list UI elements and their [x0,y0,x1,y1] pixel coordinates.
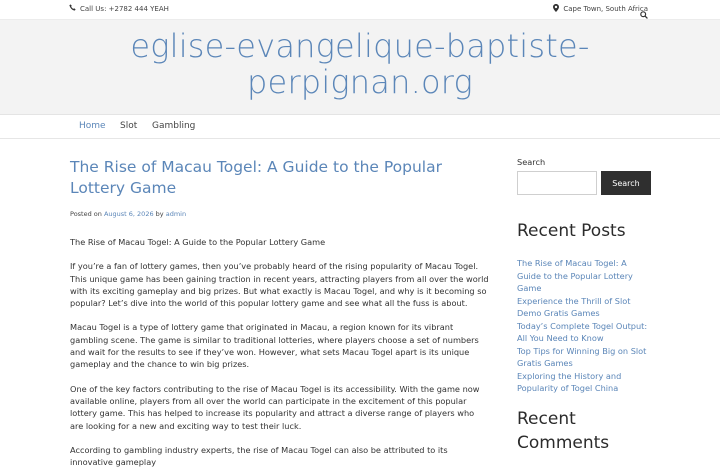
nav-item-gambling[interactable]: Gambling [152,121,196,131]
main-content [70,157,490,468]
phone-text: Call Us: +2782 444 YEAH [80,4,169,13]
nav-item-home[interactable]: Home [79,121,106,131]
search-icon[interactable] [640,4,650,14]
recent-posts-list [517,257,652,395]
post-paragraph: Macau Togel is a type of lottery game that originated in Macau, a region known for its vibrant gambling scene. The game is similar to traditional lotteries, where players choose a set of numbers and wait for the results to see if they’ve won. However, what sets Macau Togel apart is its unique gameplay and the chance to win big prizes. [70,322,479,370]
site-title[interactable] [0,28,720,100]
post-meta [70,210,490,218]
search-input[interactable] [517,171,597,195]
post-paragraph: The Rise of Macau Togel: A Guide to the Popular Lottery Game [70,237,326,247]
post-author-link[interactable]: admin [165,210,187,218]
recent-comments-title: Recent Comments [517,409,610,453]
site-title-line1[interactable]: eglise-evangelique-baptiste- [130,27,590,65]
meta-by: by [155,210,164,218]
recent-post-link[interactable]: Top Tips for Winning Big on Slot Gratis Games [517,345,647,368]
post-title[interactable]: The Rise of Macau Togel: A Guide to the Popular Lottery Game [70,158,442,197]
post-paragraph: If you’re a fan of lottery games, then you’ve probably heard of the rising popularity of Macau Togel. This unique game has been gaining traction in recent years, attracting players from all over the world with its exciting gameplay and big prizes. But what exactly is Macau Togel, and why is it becoming so popular? Let’s dive into the world of this popular lottery game and see what all the fuss is about. [70,261,489,309]
location-text: Cape Town, South Africa [563,5,648,13]
recent-post-link[interactable]: Experience the Thrill of Slot Demo Gratis Games [517,295,631,318]
recent-post-link[interactable]: Today’s Complete Togel Output: All You Need to Know [517,320,648,343]
post-date-link[interactable]: August 6, 2026 [103,210,154,218]
site-title-line2[interactable]: perpignan.org [247,63,473,101]
contact-phone [69,4,169,13]
post-paragraph: One of the key factors contributing to the rise of Macau Togel is its accessibility. With the game now available online, players from all over the world can participate in the excitement of this popular lottery game. This has helped to increase its popularity and attract a diverse range of players who are looking for a new and exciting way to test their luck. [70,383,480,431]
phone-icon [69,4,76,13]
contact-location [553,4,648,14]
meta-prefix: Posted on [70,210,102,218]
post-paragraph: According to gambling industry experts, the rise of Macau Togel can also be attributed to its innovative gameplay [70,444,448,468]
map-marker-icon [553,4,559,14]
search-button[interactable]: Search [601,171,651,195]
main-navigation [0,115,720,139]
search-label: Search [517,157,546,167]
recent-post-link[interactable]: Exploring the History and Popularity of Togel China [517,370,622,393]
top-bar [0,0,720,20]
recent-post-link[interactable]: The Rise of Macau Togel: A Guide to the Popular Lottery Game [517,258,633,293]
sidebar [517,157,652,453]
recent-posts-title: Recent Posts [517,221,626,241]
site-header [0,20,720,115]
nav-item-slot[interactable]: Slot [120,121,138,131]
